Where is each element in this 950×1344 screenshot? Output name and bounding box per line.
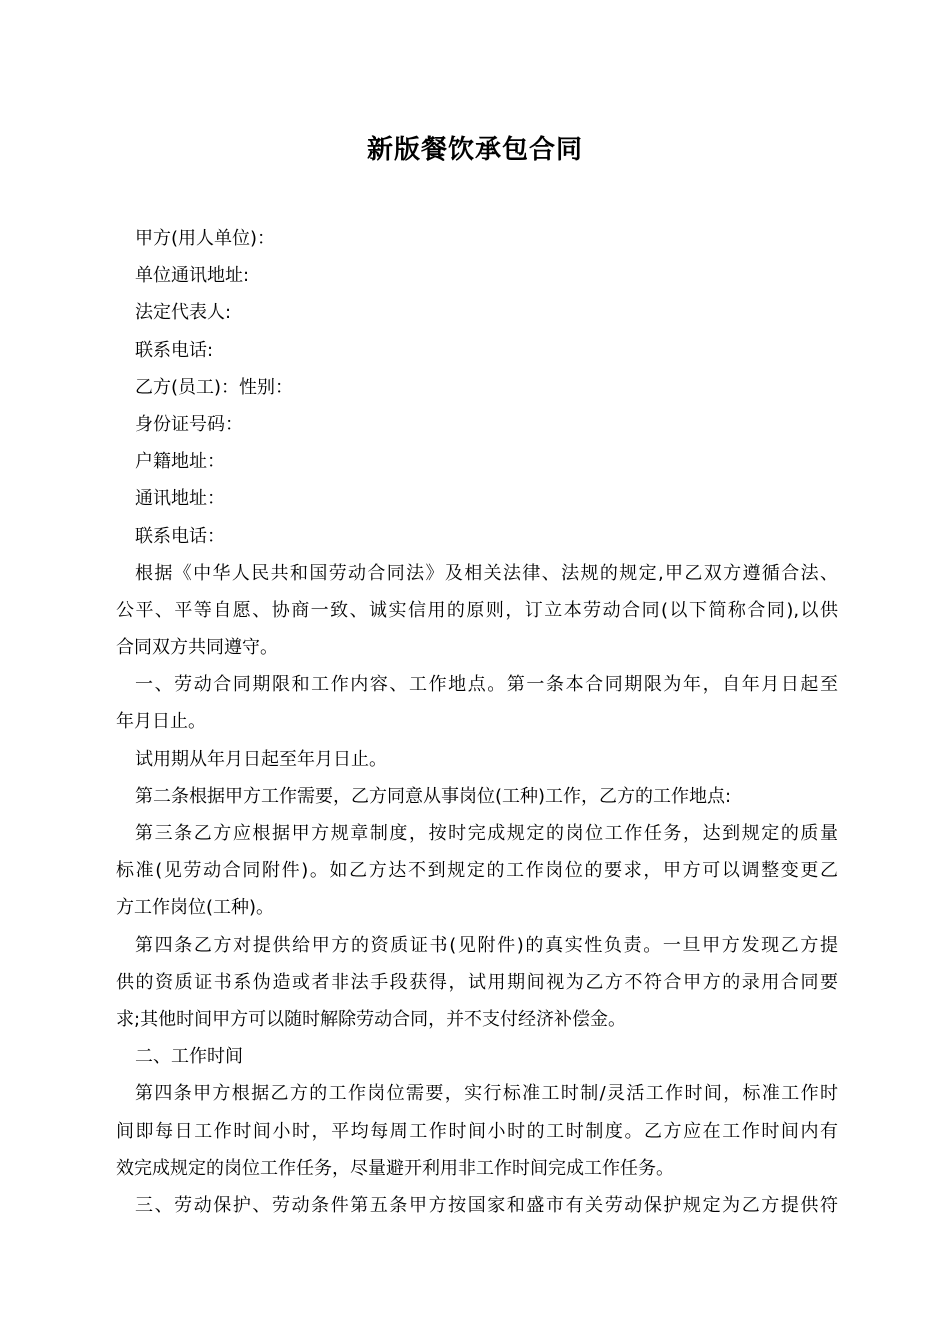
paragraph-line: 年月日止。 — [116, 711, 206, 733]
party-b-phone-line: 联系电话： — [135, 525, 225, 547]
paragraph-line: 间即每日工作时间小时，平均每周工作时间小时的工时制度。乙方应在工作时间内有 — [116, 1120, 838, 1142]
paragraph-line: 合同双方共同遵守。 — [116, 637, 278, 659]
document-title: 新版餐饮承包合同 — [366, 135, 583, 165]
party-a-address-line: 单位通讯地址: — [135, 265, 250, 287]
party-a-phone-line: 联系电话: — [135, 339, 214, 361]
paragraph-line: 三、劳动保护、劳动条件第五条甲方按国家和盛市有关劳动保护规定为乙方提供符 — [135, 1194, 838, 1216]
mailing-address-line: 通讯地址： — [135, 488, 225, 510]
party-b-line: 乙方(员工)：性别： — [135, 376, 294, 398]
paragraph-line: 标准(见劳动合同附件)。如乙方达不到规定的工作岗位的要求，甲方可以调整变更乙 — [116, 860, 838, 882]
paragraph-line: 效完成规定的岗位工作任务，尽量避开利用非工作时间完成工作任务。 — [116, 1157, 674, 1179]
id-number-line: 身份证号码： — [135, 413, 243, 435]
paragraph-line: 一、劳动合同期限和工作内容、工作地点。第一条本合同期限为年，自年月日起至 — [135, 674, 838, 696]
paragraph-line: 方工作岗位(工种)。 — [116, 897, 275, 919]
paragraph-line: 试用期从年月日起至年月日止。 — [135, 748, 387, 770]
paragraph-line: 根据《中华人民共和国劳动合同法》及相关法律、法规的规定,甲乙双方遵循合法、 — [135, 562, 838, 584]
paragraph-line: 求;其他时间甲方可以随时解除劳动合同，并不支付经济补偿金。 — [116, 1008, 627, 1030]
household-address-line: 户籍地址： — [135, 451, 225, 473]
paragraph-line: 第四条乙方对提供给甲方的资质证书(见附件)的真实性负责。一旦甲方发现乙方提 — [135, 934, 838, 956]
paragraph-line: 第二条根据甲方工作需要，乙方同意从事岗位(工种)工作，乙方的工作地点: — [135, 785, 732, 807]
party-a-line: 甲方(用人单位)： — [135, 228, 276, 249]
paragraph-line: 公平、平等自愿、协商一致、诚实信用的原则，订立本劳动合同(以下简称合同),以供 — [116, 599, 838, 621]
paragraph-line: 第三条乙方应根据甲方规章制度，按时完成规定的岗位工作任务，达到规定的质量 — [135, 823, 838, 844]
paragraph-line: 供的资质证书系伪造或者非法手段获得，试用期间视为乙方不符合甲方的录用合同要 — [116, 971, 838, 993]
legal-representative-line: 法定代表人: — [135, 302, 232, 324]
section-heading: 二、工作时间 — [135, 1046, 243, 1068]
paragraph-line: 第四条甲方根据乙方的工作岗位需要，实行标准工时制/灵活工作时间，标准工作时 — [135, 1083, 838, 1105]
document-body — [116, 220, 838, 1224]
